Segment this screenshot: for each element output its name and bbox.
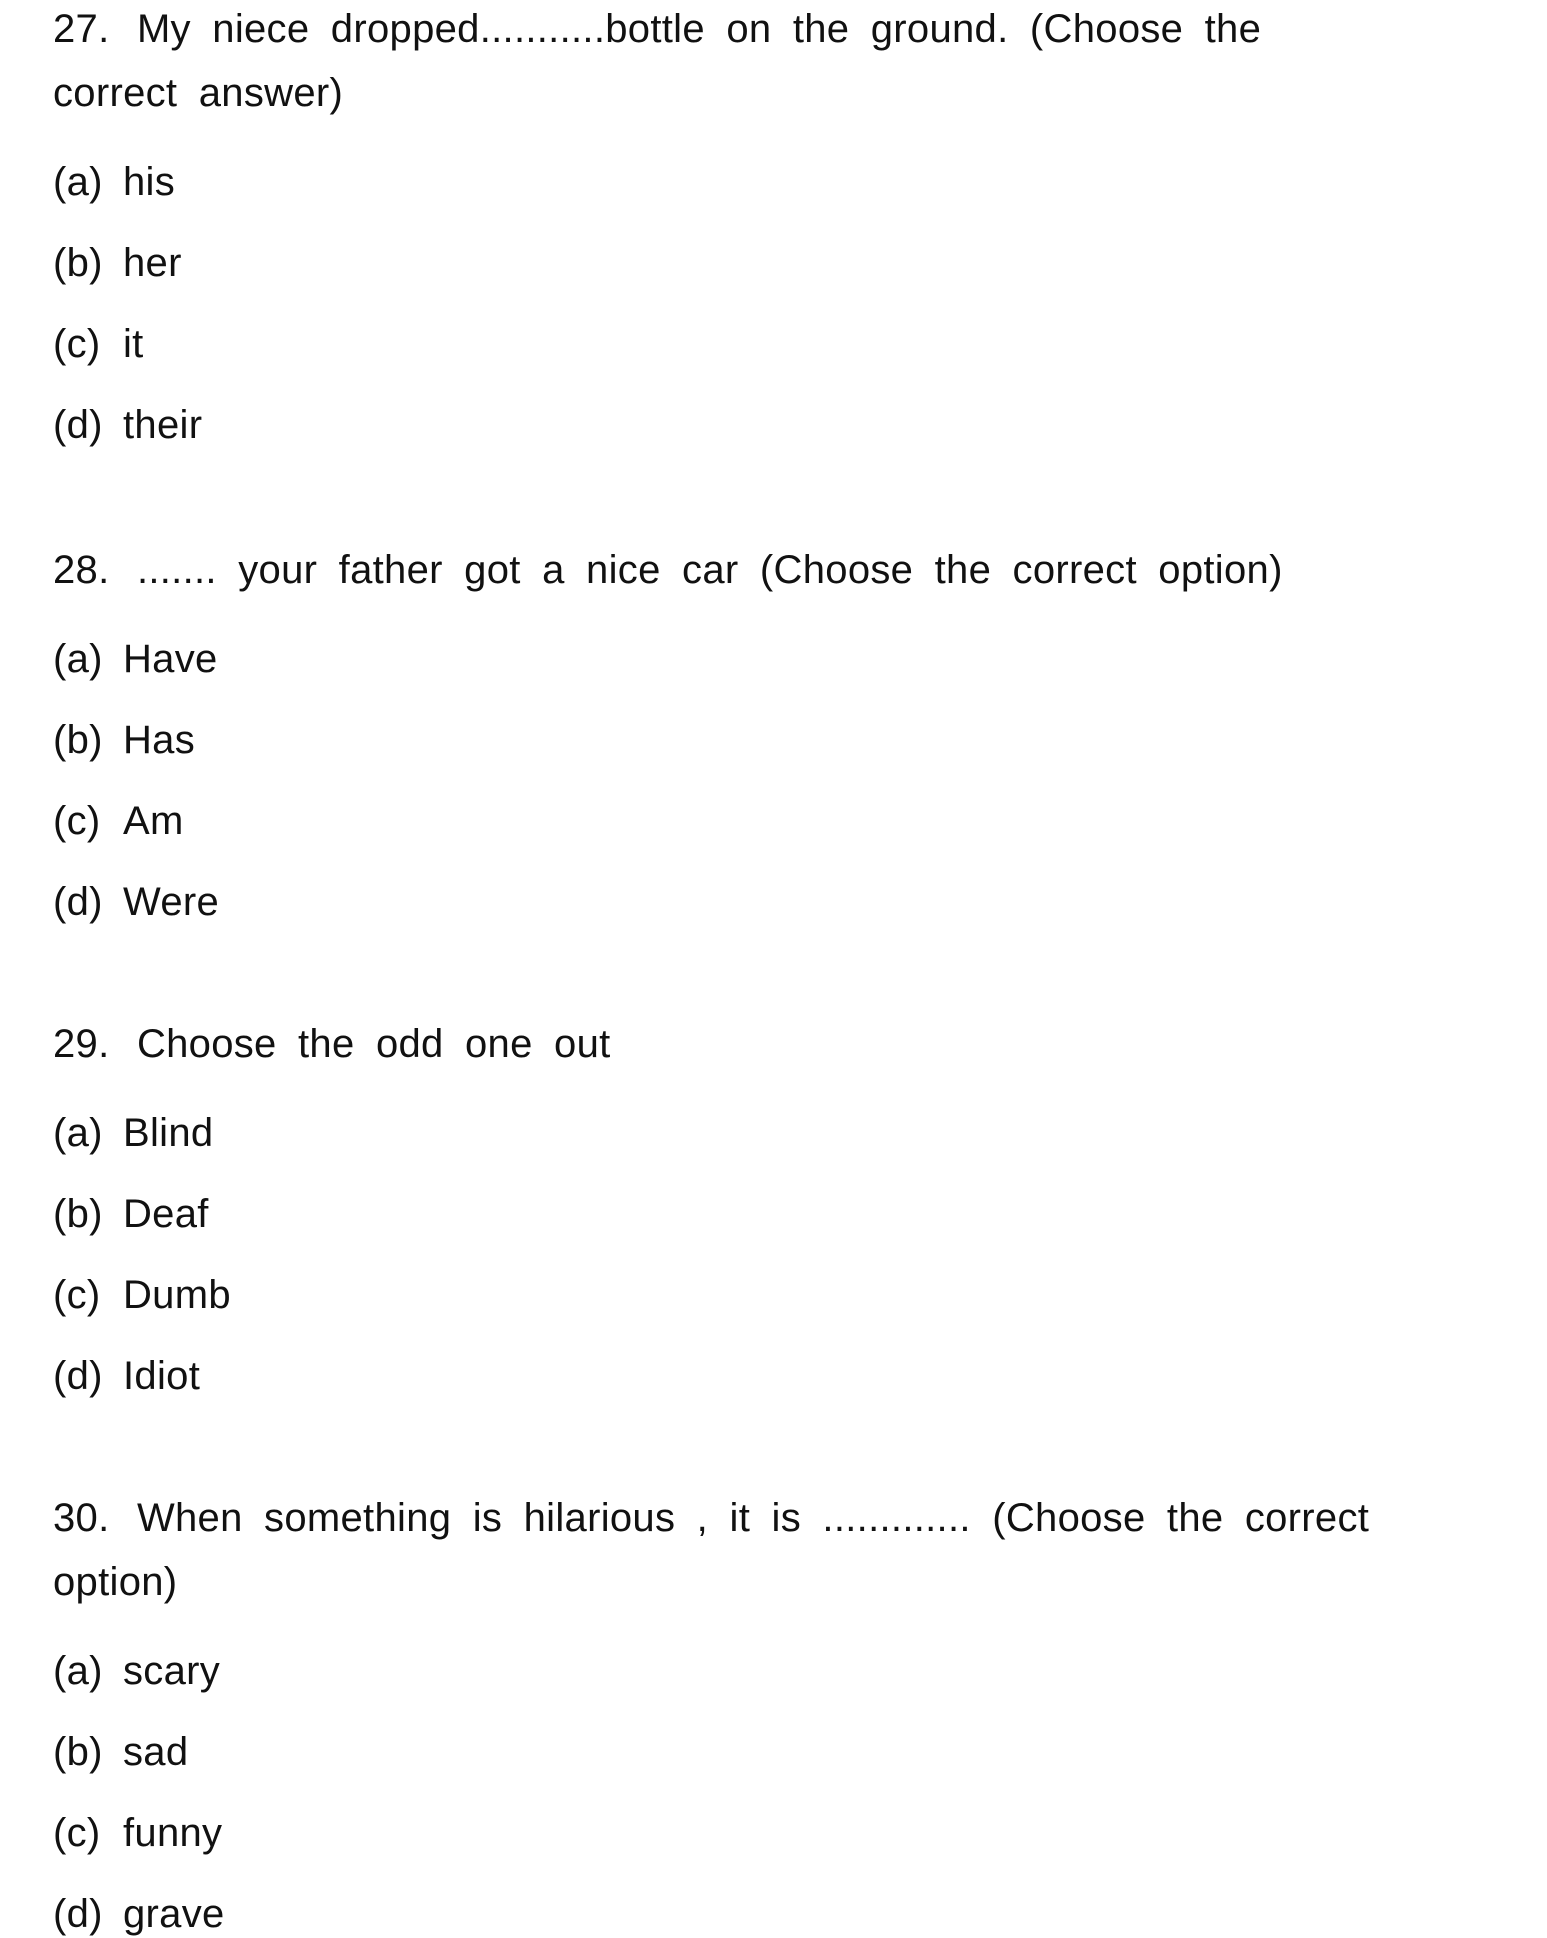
option-text: Deaf <box>123 1192 209 1236</box>
option-letter: (c) <box>53 1273 101 1317</box>
option-list <box>53 635 1493 926</box>
question-30 <box>53 1486 1493 1938</box>
option-b[interactable] <box>53 1728 1493 1776</box>
option-b[interactable] <box>53 716 1493 764</box>
option-letter: (a) <box>53 160 103 204</box>
option-text: his <box>123 160 176 204</box>
option-list <box>53 158 1493 449</box>
option-text: Dumb <box>123 1273 231 1317</box>
option-letter: (c) <box>53 322 101 366</box>
option-a[interactable] <box>53 635 1493 683</box>
option-c[interactable] <box>53 320 1493 368</box>
option-d[interactable] <box>53 878 1493 926</box>
option-d[interactable] <box>53 1890 1493 1938</box>
option-text: sad <box>123 1730 189 1774</box>
option-a[interactable] <box>53 158 1493 206</box>
option-d[interactable] <box>53 401 1493 449</box>
option-c[interactable] <box>53 1809 1493 1857</box>
option-text: Idiot <box>123 1354 201 1398</box>
option-letter: (b) <box>53 1192 103 1236</box>
option-letter: (d) <box>53 880 103 924</box>
question-text: When something is hilarious , it is ............. (Choose the correct option) <box>53 1496 1370 1604</box>
question-stem <box>53 1012 1493 1076</box>
option-text: her <box>123 241 182 285</box>
question-number: 27. <box>53 7 110 51</box>
option-text: it <box>123 322 144 366</box>
question-number: 28. <box>53 548 110 592</box>
option-b[interactable] <box>53 1190 1493 1238</box>
question-stem <box>53 0 1383 125</box>
option-text: Were <box>123 880 220 924</box>
option-b[interactable] <box>53 239 1493 287</box>
option-text: funny <box>123 1811 223 1855</box>
question-number: 29. <box>53 1022 110 1066</box>
option-letter: (d) <box>53 403 103 447</box>
question-text: Choose the odd one out <box>136 1022 611 1066</box>
question-29 <box>53 1012 1493 1400</box>
option-list <box>53 1109 1493 1400</box>
question-stem <box>53 538 1493 602</box>
option-letter: (b) <box>53 1730 103 1774</box>
option-letter: (c) <box>53 1811 101 1855</box>
option-text: Am <box>123 799 184 843</box>
option-c[interactable] <box>53 1271 1493 1319</box>
question-28 <box>53 538 1493 926</box>
option-list <box>53 1647 1493 1938</box>
question-27 <box>53 0 1493 449</box>
option-letter: (d) <box>53 1892 103 1936</box>
option-text: Have <box>123 637 218 681</box>
option-letter: (b) <box>53 241 103 285</box>
option-text: their <box>123 403 203 447</box>
question-text: My niece dropped...........bottle on the ground. (Choose the correct answer) <box>53 7 1262 115</box>
option-c[interactable] <box>53 797 1493 845</box>
option-text: Has <box>123 718 196 762</box>
option-text: Blind <box>123 1111 214 1155</box>
option-letter: (a) <box>53 1111 103 1155</box>
option-a[interactable] <box>53 1109 1493 1157</box>
question-text: ....... your father got a nice car (Choose the correct option) <box>136 548 1283 592</box>
option-letter: (a) <box>53 637 103 681</box>
option-letter: (a) <box>53 1649 103 1693</box>
option-text: scary <box>123 1649 221 1693</box>
option-letter: (d) <box>53 1354 103 1398</box>
option-letter: (c) <box>53 799 101 843</box>
option-a[interactable] <box>53 1647 1493 1695</box>
option-text: grave <box>123 1892 225 1936</box>
question-number: 30. <box>53 1496 110 1540</box>
question-stem <box>53 1486 1493 1614</box>
option-letter: (b) <box>53 718 103 762</box>
option-d[interactable] <box>53 1352 1493 1400</box>
